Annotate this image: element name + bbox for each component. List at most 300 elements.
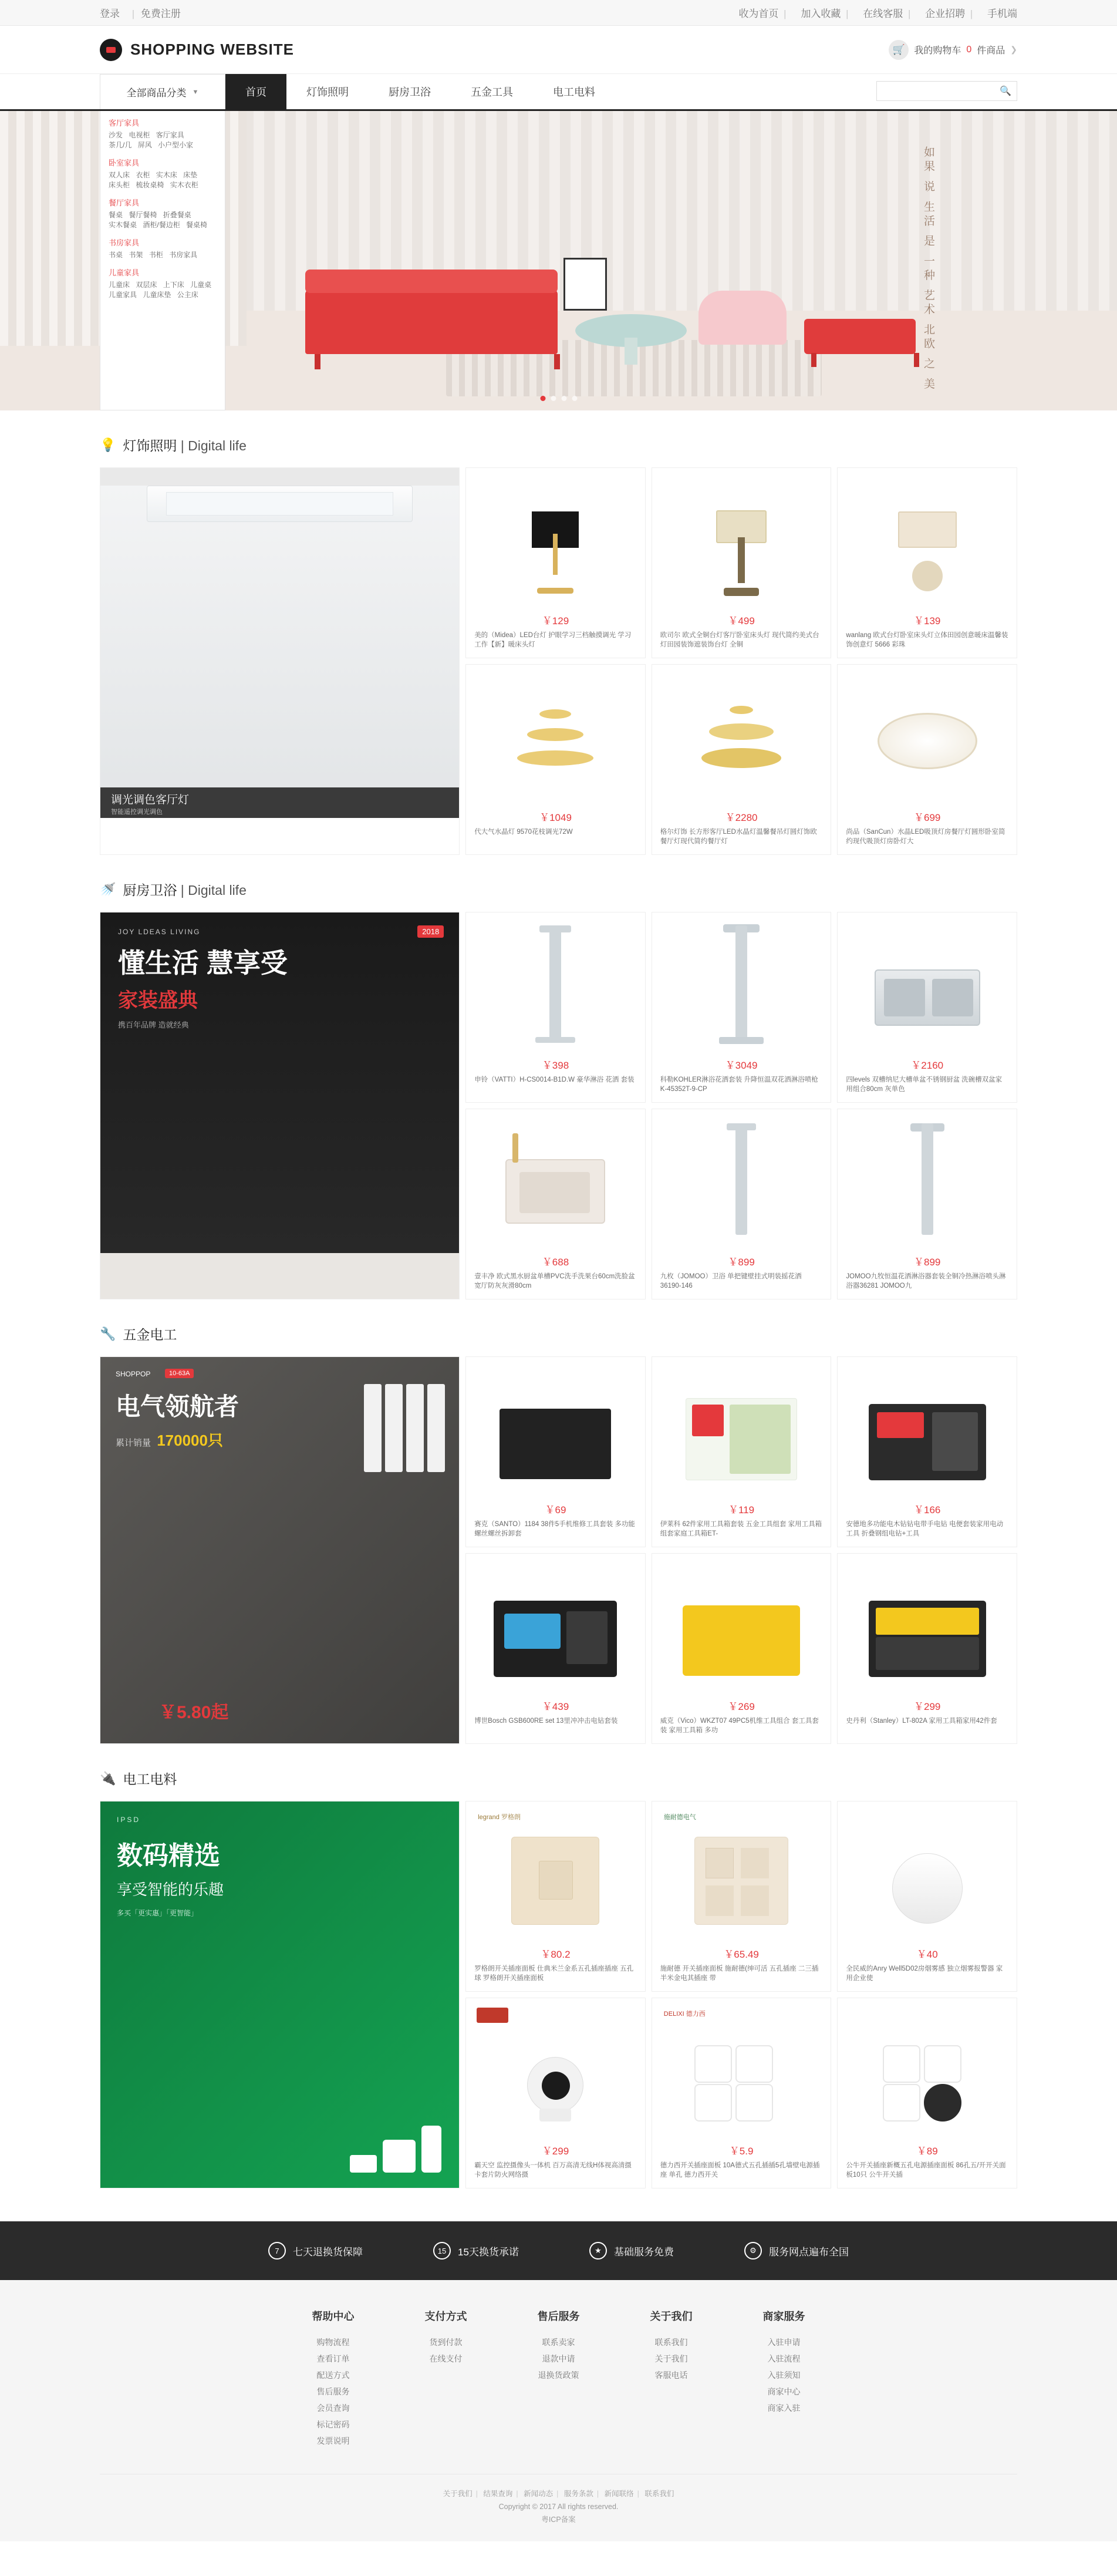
- kitchen-icon: 🚿: [100, 881, 116, 897]
- product-card[interactable]: [465, 1998, 646, 2188]
- side-menu-group: [109, 197, 217, 230]
- socket-group-art: [880, 2045, 974, 2122]
- product-card[interactable]: [465, 1109, 646, 1299]
- product-card[interactable]: [465, 467, 646, 658]
- footer-col-payment: [425, 2308, 467, 2449]
- search-input[interactable]: [877, 82, 994, 100]
- footer-link[interactable]: 关于我们: [654, 2354, 688, 2363]
- copyright-text: Copyright © 2017 All rights reserved.: [498, 2503, 619, 2511]
- cart-button[interactable]: [889, 40, 1017, 60]
- nav-item-kitchen-bath[interactable]: 厨房卫浴: [389, 86, 431, 98]
- side-menu-group: [109, 157, 217, 190]
- banner-tagline: 携百年品牌 造就经典: [118, 1021, 189, 1029]
- footer-col-title: 商家服务: [762, 2311, 805, 2322]
- all-categories-label: 全部商品分类: [126, 87, 187, 99]
- top-bar: [0, 0, 1117, 26]
- footer-bottom-link[interactable]: 联系我们: [644, 2490, 674, 2498]
- product-image: [472, 474, 639, 609]
- side-link[interactable]: 实木餐桌: [109, 221, 137, 229]
- product-desc: 霸天空 监控摄像头一体机 百万高清无线H体视高清摄卡套片防火网络摄: [474, 2162, 632, 2178]
- side-link[interactable]: 书柜: [149, 251, 163, 259]
- side-link[interactable]: 双人床: [109, 171, 130, 179]
- side-menu-title[interactable]: 儿童家具: [109, 268, 140, 277]
- product-card[interactable]: [652, 1109, 832, 1299]
- product-card[interactable]: [837, 1801, 1017, 1992]
- side-menu-group: [109, 237, 217, 260]
- hero-dot-3[interactable]: [561, 396, 566, 401]
- product-price: ￥80.2: [541, 1949, 571, 1960]
- product-price: ￥1049: [539, 812, 572, 823]
- logo-text: SHOPPING WEBSITE: [130, 41, 294, 58]
- side-link[interactable]: 酒柜/餐边柜: [143, 221, 180, 229]
- footer-link[interactable]: 退换货政策: [538, 2370, 579, 2380]
- footer-bottom-link[interactable]: 结果查询: [483, 2490, 513, 2498]
- banner-title: 电气领航者: [116, 1393, 239, 1420]
- side-link[interactable]: 儿童床垫: [143, 291, 171, 299]
- banner-badge: 10-63A: [165, 1369, 194, 1378]
- footer-bottom-link[interactable]: 新闻动态: [524, 2490, 554, 2498]
- nav-item-electrical[interactable]: 电工电料: [553, 86, 595, 98]
- footer-link[interactable]: 标记密码: [316, 2420, 350, 2429]
- side-menu-title[interactable]: 卧室家具: [109, 159, 140, 167]
- divider: |: [970, 8, 973, 19]
- banner-subtitle: 享受智能的乐趣: [117, 1881, 224, 1898]
- main-nav-wrap: [0, 74, 1117, 111]
- product-desc: 赛克（SANTO）1184 38件5手机维修工具套装 多功能螺丝螺丝拆卸套: [474, 1521, 635, 1537]
- footer-bottom-link[interactable]: 新闻联络: [604, 2490, 634, 2498]
- side-link[interactable]: 餐桌: [109, 211, 123, 219]
- footer-columns: [100, 2308, 1017, 2449]
- side-link[interactable]: 实木床: [156, 171, 177, 179]
- banner-tagline-en: JOY LDEAS LIVING: [118, 928, 201, 936]
- footer-link[interactable]: 联系我们: [654, 2338, 688, 2347]
- nav-item-hardware[interactable]: 五金工具: [471, 86, 513, 98]
- banner-price-tag: ￥5.80起: [159, 1703, 229, 1722]
- electrical-banner[interactable]: [100, 1801, 460, 2188]
- product-desc: 申铃（VATTI）H-CS0014-B1D.W 豪华淋浴 花洒 套装: [474, 1076, 635, 1083]
- side-link[interactable]: 小户型小家: [158, 141, 194, 149]
- hardware-banner[interactable]: [100, 1356, 460, 1744]
- footer-col-title: 支付方式: [424, 2311, 467, 2322]
- footer-link[interactable]: 配送方式: [316, 2370, 350, 2380]
- product-image: [658, 474, 825, 609]
- banner-subtitle: 家装盛典: [118, 989, 198, 1012]
- toolcase-art: [500, 1409, 611, 1479]
- chevron-right-icon: ❯: [1010, 45, 1017, 54]
- site-logo[interactable]: [100, 39, 294, 61]
- side-link[interactable]: 公主床: [177, 291, 198, 299]
- product-image: [843, 671, 1011, 806]
- hero-picture-frame: [563, 258, 607, 311]
- product-price: ￥2280: [725, 812, 758, 823]
- product-card[interactable]: [837, 1553, 1017, 1744]
- side-link[interactable]: 书房家具: [169, 251, 198, 259]
- banner-subtitle: 累计销量: [116, 1438, 151, 1448]
- product-card[interactable]: [652, 1356, 832, 1547]
- product-price: ￥69: [545, 1504, 566, 1516]
- product-price: ￥299: [914, 1701, 941, 1712]
- product-desc: JOMOO九牧恒温花洒淋浴器套装全铜冷热淋浴喷头淋浴器36281 JOMOO九: [846, 1273, 1006, 1289]
- product-desc: 尚品（SanCun）水晶LED吸顶灯房餐厅灯圆形卧室简约现代吸顶灯房卧灯大: [846, 829, 1005, 845]
- product-desc: 史丹利（Stanley）LT-802A 家用工具箱家用42件套: [846, 1718, 997, 1725]
- footer-col-list: [312, 2334, 355, 2449]
- chandelier-gold-art: [697, 700, 785, 788]
- footer-col-merchant: [763, 2308, 805, 2449]
- hero-dot-1[interactable]: [540, 396, 545, 401]
- footer-col-help: [312, 2308, 355, 2449]
- product-image: [843, 1807, 1011, 1942]
- cart-icon: 🛒: [889, 40, 909, 60]
- section-electrical: [0, 1744, 1117, 2188]
- section-hardware: [0, 1299, 1117, 1744]
- footer-col-aftersale: [538, 2308, 580, 2449]
- side-link[interactable]: 书架: [129, 251, 143, 259]
- footer-link[interactable]: 入驻须知: [767, 2370, 801, 2380]
- footer-bottom-link[interactable]: 服务条款: [563, 2490, 593, 2498]
- side-link[interactable]: 餐厅餐椅: [129, 211, 157, 219]
- product-price: ￥40: [916, 1949, 938, 1960]
- socket-group-art: [694, 2045, 788, 2122]
- cart-count: 0: [966, 44, 972, 55]
- product-desc: 美的（Midea）LED台灯 护眼学习三档触摸调光 学习工作【新】暖床头灯: [474, 632, 632, 648]
- product-price: ￥899: [728, 1257, 755, 1268]
- search-box: [876, 81, 1017, 101]
- side-menu-links: [109, 250, 217, 260]
- product-card[interactable]: [837, 1998, 1017, 2188]
- product-desc: 罗格朗开关插座面板 仕典米兰金系五孔插座插座 五孔球 罗格朗开关插座面板: [474, 1965, 634, 1982]
- banner-art: [100, 486, 459, 855]
- shower-pole: [549, 925, 561, 1043]
- banner-art: [100, 912, 459, 1299]
- service-strip: [0, 2221, 1117, 2280]
- banner-art: [100, 1357, 459, 1743]
- product-desc: 博世Bosch GSB600RE set 13里冲冲击电钻套装: [474, 1718, 618, 1725]
- login-link[interactable]: 登录: [100, 8, 120, 19]
- section-title-text: 厨房卫浴: [123, 883, 177, 898]
- search-icon[interactable]: 🔍: [1000, 86, 1011, 96]
- shower-pole: [735, 1123, 747, 1235]
- product-price: ￥139: [914, 615, 941, 627]
- product-desc: 施耐德 开关插座面板 施耐德(绅可活 五孔插座 二三插 半米金电其插座 带: [660, 1965, 819, 1982]
- mobile-link[interactable]: 手机端: [987, 8, 1017, 19]
- product-grid-kitchen: [100, 912, 1017, 1299]
- product-image: [472, 1363, 639, 1498]
- section-lighting: [0, 410, 1117, 855]
- banner-year-badge: 2018: [417, 925, 444, 938]
- category-side-menu: [100, 111, 225, 410]
- product-price: ￥2160: [911, 1060, 944, 1071]
- footer-link[interactable]: 发票说明: [316, 2436, 350, 2446]
- chandelier-art: [511, 700, 599, 788]
- side-menu-links: [109, 170, 217, 190]
- product-card[interactable]: [652, 1998, 832, 2188]
- footer-link[interactable]: 联系卖家: [542, 2338, 575, 2347]
- section-title: [123, 880, 246, 899]
- exchange-icon: 15: [433, 2242, 451, 2260]
- side-menu-group: [109, 117, 217, 150]
- product-image: [472, 1807, 639, 1942]
- chevron-down-icon: ▼: [192, 88, 199, 96]
- ceiling-light-art: [147, 486, 412, 522]
- product-image: [472, 918, 639, 1053]
- brand-label: 施耐德电气: [663, 1814, 696, 1821]
- product-desc: 伊莱科 62件家用工具箱套装 五金工具组套 家用工具箱组套家庭工具箱ET-: [660, 1521, 822, 1537]
- footer-col-title: 售后服务: [537, 2311, 580, 2322]
- product-image: [843, 2004, 1011, 2139]
- section-title-text: 电工电料: [123, 1772, 177, 1787]
- brand-label: legrand 罗格朗: [478, 1814, 521, 1821]
- section-header: [100, 410, 1017, 467]
- product-price: ￥5.9: [729, 2146, 754, 2157]
- product-desc: 欧司尔 欧式全铜台灯客厅卧室床头灯 现代简约美式台灯田园装饰遮装饰台灯 全铜: [660, 632, 819, 648]
- product-desc: 全民威的Anry Well5D02房烟雾感 独立烟雾报警器 家用企业使: [846, 1965, 1003, 1982]
- footer-link[interactable]: 售后服务: [316, 2387, 350, 2396]
- product-price: ￥499: [728, 615, 755, 627]
- hero-dot-2[interactable]: [551, 396, 556, 401]
- ip-camera-art: [523, 2045, 588, 2122]
- topbar-left: [100, 5, 187, 20]
- side-link[interactable]: 实木衣柜: [170, 181, 198, 189]
- product-card[interactable]: [837, 664, 1017, 855]
- side-link[interactable]: 儿童桌: [190, 281, 212, 289]
- product-image: [658, 671, 825, 806]
- product-card[interactable]: [465, 1356, 646, 1547]
- service-label: 基础服务免费: [613, 2246, 674, 2258]
- footer-bottom: [100, 2474, 1017, 2526]
- side-link[interactable]: 折叠餐桌: [163, 211, 191, 219]
- product-price: ￥129: [542, 615, 569, 627]
- shower-pole: [735, 925, 747, 1043]
- product-card[interactable]: [465, 1801, 646, 1992]
- side-link[interactable]: 床垫: [183, 171, 198, 179]
- service-label: 服务网点遍布全国: [768, 2246, 849, 2258]
- product-image: [843, 474, 1011, 609]
- footer-col-title: 关于我们: [650, 2311, 693, 2322]
- footer-col-list: [650, 2334, 693, 2383]
- banner-brand: IPSD: [117, 1816, 141, 1824]
- product-grid-lighting: [100, 467, 1017, 855]
- banner-title: 懂生活 慧享受: [118, 948, 288, 978]
- side-menu-group: [109, 267, 217, 300]
- lighting-banner[interactable]: [100, 467, 460, 855]
- product-desc: 科勒KOHLER淋浴花洒套装 升降恒温双花洒淋浴喷枪 K-45352T-9-CP: [660, 1076, 818, 1093]
- return-icon: 7: [268, 2242, 286, 2260]
- side-link[interactable]: 上下床: [163, 281, 184, 289]
- banner-title: 调光调色客厅灯: [111, 794, 190, 806]
- product-price: ￥439: [542, 1701, 569, 1712]
- side-link[interactable]: 床头柜: [109, 181, 130, 189]
- divider: |: [784, 8, 787, 19]
- footer-link[interactable]: 入驻申请: [767, 2338, 801, 2347]
- hero-carousel-dots[interactable]: [540, 396, 577, 401]
- footer-col-about: [650, 2308, 693, 2449]
- product-image: [843, 1560, 1011, 1695]
- product-card[interactable]: [837, 912, 1017, 1103]
- product-desc: 德力西开关插座面板 10A德式五孔插插5孔墙壁电源插座 单孔 德力西开关: [660, 2162, 820, 2178]
- section-header: [100, 855, 1017, 912]
- hero-sofa: [305, 289, 558, 354]
- footer-col-list: [538, 2334, 580, 2383]
- network-icon: ⚙: [744, 2242, 762, 2260]
- product-price: ￥119: [728, 1504, 755, 1516]
- kitchen-banner[interactable]: [100, 912, 460, 1299]
- main-nav: [0, 74, 1117, 109]
- cart-label: 我的购物车: [914, 46, 961, 56]
- product-grid-hardware: [100, 1356, 1017, 1744]
- banner-tagline: 多买「更实惠」「更智能」: [117, 1909, 198, 1917]
- online-service-link[interactable]: 在线客服: [863, 8, 903, 19]
- cart-unit: 件商品: [977, 46, 1005, 56]
- add-favorite-link[interactable]: 加入收藏: [801, 8, 841, 19]
- side-link[interactable]: 沙发: [109, 131, 123, 139]
- side-menu-title[interactable]: 客厅家具: [109, 119, 140, 127]
- product-grid-electrical: [100, 1801, 1017, 2188]
- footer-link[interactable]: 查看订单: [316, 2354, 350, 2363]
- banner-subtitle: 智能遥控调光调色: [111, 809, 163, 816]
- footer-link[interactable]: 退款中请: [542, 2354, 575, 2363]
- side-link[interactable]: 梳妆桌椅: [136, 181, 164, 189]
- product-price: ￥3049: [725, 1060, 758, 1071]
- set-homepage-link[interactable]: 收为首页: [738, 8, 779, 19]
- footer-link[interactable]: 购物流程: [316, 2338, 350, 2347]
- section-header: [100, 1744, 1017, 1801]
- footer-col-list: [763, 2334, 805, 2416]
- product-image: [843, 1363, 1011, 1498]
- hero-armchair: [698, 291, 787, 345]
- register-link[interactable]: 免费注册: [140, 8, 181, 19]
- product-desc: 四levels 双槽纳尼大槽单盆不锈钢厨盆 洗碗槽双盆家用组合80cm 灰单色: [846, 1076, 1003, 1093]
- service-item-free: [589, 2242, 674, 2260]
- divider: |: [131, 8, 135, 19]
- hero-coffee-table: [575, 314, 687, 347]
- nav-item-lighting[interactable]: 灯饰照明: [306, 86, 349, 98]
- service-item-return: [268, 2242, 363, 2260]
- side-menu-links: [109, 130, 217, 150]
- product-desc: 壹丰净 欧式黑水厨盆单槽PVC洗手洗果台60cm洗脸盆宽厅防灰灰滑80cm: [474, 1273, 635, 1289]
- product-desc: 格尔灯饰 长方形客厅LED水晶灯温馨餐吊灯圆灯饰欧餐厅灯现代简约餐厅灯: [660, 829, 817, 845]
- footer-link[interactable]: 客服电话: [654, 2370, 688, 2380]
- section-kitchen-bath: [0, 855, 1117, 1299]
- footer-bottom-links: 关于我们 | 结果查询 | 新闻动态 | 服务条款 | 新闻联络 | 联系我们: [443, 2490, 674, 2498]
- divider: |: [907, 8, 911, 19]
- product-price: ￥899: [914, 1257, 941, 1268]
- side-link[interactable]: 儿童床: [109, 281, 130, 289]
- footer-col-title: 帮助中心: [312, 2311, 355, 2322]
- product-price: ￥398: [542, 1060, 569, 1071]
- product-desc: 威克（Vico）WKZT07 49PC5机维工具组合 套工具套装 家用工具箱 多功: [660, 1718, 819, 1734]
- banner-art: [100, 1801, 459, 2188]
- service-label: 15天换货承诺: [458, 2246, 519, 2258]
- side-link[interactable]: 屏风: [137, 141, 152, 149]
- section-title: [123, 435, 246, 454]
- section-subtitle-text: | Digital life: [180, 883, 247, 898]
- hero-ottoman: [804, 319, 916, 354]
- recruitment-link[interactable]: 企业招聘: [925, 8, 966, 19]
- product-image: [658, 1807, 825, 1942]
- free-icon: ★: [589, 2242, 607, 2260]
- product-card[interactable]: [652, 1553, 832, 1744]
- footer-link[interactable]: 在线支付: [429, 2354, 463, 2363]
- product-image: [658, 1363, 825, 1498]
- product-card[interactable]: [652, 912, 832, 1103]
- footer-link[interactable]: 入驻流程: [767, 2354, 801, 2363]
- section-title: [123, 1769, 177, 1788]
- product-card[interactable]: [652, 1801, 832, 1992]
- product-card[interactable]: [837, 1356, 1017, 1547]
- product-card[interactable]: [465, 1553, 646, 1744]
- product-card[interactable]: [465, 664, 646, 855]
- hero-banner: [0, 111, 1117, 410]
- product-price: ￥699: [914, 812, 941, 823]
- all-categories-button[interactable]: [100, 74, 225, 109]
- side-link[interactable]: 衣柜: [136, 171, 150, 179]
- footer-link[interactable]: 会员查询: [316, 2403, 350, 2413]
- product-image: [658, 1115, 825, 1250]
- tools-icon: 🔧: [100, 1326, 116, 1341]
- service-item-network: [744, 2242, 849, 2260]
- double-sink-art: [875, 969, 980, 1026]
- product-image: [472, 671, 639, 806]
- footer-bottom-link[interactable]: 关于我们: [443, 2490, 473, 2498]
- side-menu-title[interactable]: 书房家具: [109, 238, 140, 247]
- side-link[interactable]: 儿童家具: [109, 291, 137, 299]
- product-price: ￥65.49: [724, 1949, 759, 1960]
- section-title: [123, 1324, 177, 1343]
- side-link[interactable]: 餐桌椅: [186, 221, 208, 229]
- product-image: [843, 1115, 1011, 1250]
- section-subtitle-text: | Digital life: [180, 438, 247, 453]
- side-menu-links: [109, 280, 217, 300]
- product-card[interactable]: [837, 467, 1017, 658]
- side-link[interactable]: 客厅家具: [156, 131, 184, 139]
- smoke-detector-art: [892, 1853, 963, 1924]
- section-title-text: 五金电工: [123, 1327, 177, 1342]
- product-image: [472, 1560, 639, 1695]
- hero-dot-4[interactable]: [572, 396, 577, 401]
- site-header: [0, 26, 1117, 74]
- side-link[interactable]: 茶几/几: [109, 141, 132, 149]
- logo-mark-icon: [100, 39, 122, 61]
- nav-item-home[interactable]: 首页: [225, 74, 286, 109]
- footer-col-list: [425, 2334, 467, 2367]
- side-link[interactable]: 书桌: [109, 251, 123, 259]
- divider: |: [846, 8, 849, 19]
- product-price: ￥166: [914, 1504, 941, 1516]
- product-card[interactable]: [652, 467, 832, 658]
- brand-label: DELIXI 德力西: [663, 2011, 706, 2018]
- product-card[interactable]: [652, 664, 832, 855]
- product-price: ￥89: [916, 2146, 938, 2157]
- topbar-right: [729, 5, 1017, 20]
- section-title-text: 灯饰照明: [123, 438, 177, 453]
- product-desc: 安德地多功能电木钻钻电带手电钻 电便套装家用电动工具 折叠钢组电钻+工具: [846, 1521, 1004, 1537]
- product-price: ￥688: [542, 1257, 569, 1268]
- footer-link[interactable]: 商家入驻: [767, 2403, 801, 2413]
- product-card[interactable]: [837, 1109, 1017, 1299]
- product-card[interactable]: [465, 912, 646, 1103]
- side-menu-links: [109, 210, 217, 230]
- banner-number: 170000只: [157, 1432, 223, 1449]
- footer-link[interactable]: 货到付款: [429, 2338, 463, 2347]
- product-image: [843, 918, 1011, 1053]
- side-menu-title[interactable]: 餐厅家具: [109, 198, 140, 207]
- side-link[interactable]: 双层床: [136, 281, 157, 289]
- footer-link[interactable]: 商家中心: [767, 2387, 801, 2396]
- product-price: ￥299: [542, 2146, 569, 2157]
- service-label: 七天退换货保障: [293, 2246, 363, 2258]
- side-link[interactable]: 电视柜: [129, 131, 150, 139]
- product-desc: 代大气水晶灯 9570花枝调光72W: [474, 829, 573, 836]
